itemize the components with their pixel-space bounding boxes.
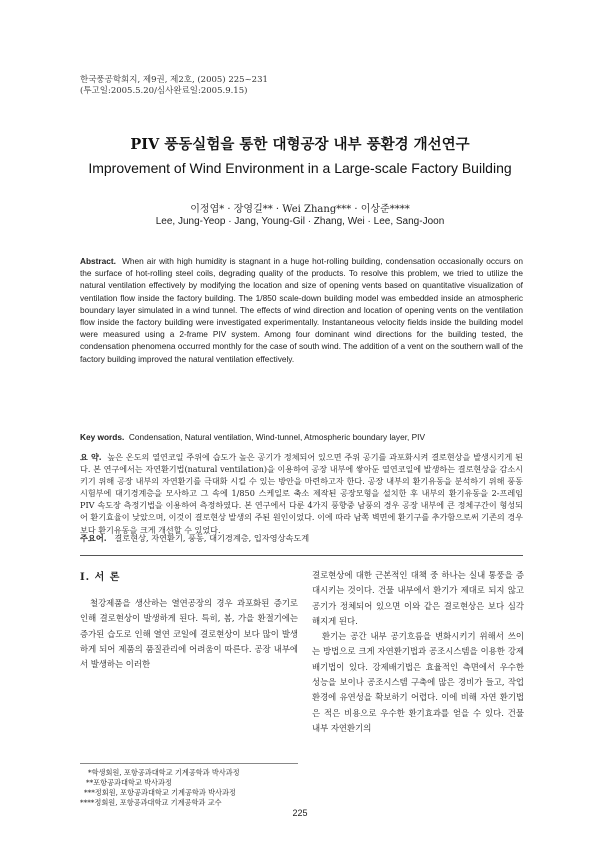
body-column-left: 철강제품을 생산하는 열연공장의 경우 과포화된 증기로 인해 결로현상이 발생하게 된다. 특히, 봄, 가을 환절기에는 증가된 습도로 인해 열연 코일에 결로현상이 보다 많이 발생하게 되어 제품의 품질관리에 어려움이 따른다. 공장 내부에서 발생하는 이러한 bbox=[80, 598, 298, 670]
submission-dates: (투고일:2005.5.20/심사완료일:2005.9.15) bbox=[80, 86, 248, 96]
paragraph: 결로현상에 대한 근본적인 대책 중 하나는 실내 통풍을 증대시키는 것이다. 건물 내부에서 환기가 제대로 되지 않고 공기가 정체되어 있으면 이와 같은 결로현상은 보다 심각해지게 된다. bbox=[312, 570, 524, 626]
section-divider bbox=[80, 555, 523, 556]
paragraph: 환기는 공간 내부 공기흐름을 변화시키기 위해서 쓰이는 방법으로 크게 자연환기법과 공조시스템을 이용한 강제배기법이 있다. 강제배기법은 효율적인 측면에서 우수한 성능을 보이나 공조시스템 구축에 많은 경비가 들고, 작업환경에 유연성을 확보하기 어렵다. 이에 비해 자연 환기법은 적은 비용으로 우수한 환기효과를 얻을 수 있다. 건물 내부 자연환기의 bbox=[312, 631, 524, 733]
keywords-text: Condensation, Natural ventilation, Wind-tunnel, Atmospheric boundary layer, PIV bbox=[128, 432, 425, 442]
journal-volume-line: 한국풍공학회지, 제9권, 제2호, (2005) 225~231 bbox=[80, 75, 268, 85]
footnote: **포항공과대학교 박사과정 bbox=[86, 778, 172, 787]
journal-citation bbox=[80, 75, 268, 97]
footnote: ***정회원, 포항공과대학교 기계공학과 박사과정 bbox=[84, 788, 236, 797]
korean-abstract bbox=[80, 451, 523, 536]
section-heading-introduction: Ⅰ. 서 론 bbox=[80, 572, 121, 583]
keywords-label: Key words. bbox=[80, 432, 125, 442]
abstract bbox=[80, 255, 523, 365]
footnotes bbox=[80, 768, 298, 808]
korean-keywords bbox=[80, 533, 523, 544]
authors-english: Lee, Jung-Yeop · Jang, Young-Gil · Zhang, Wei · Lee, Sang-Joon bbox=[155, 216, 445, 227]
footnote-rule bbox=[80, 763, 298, 764]
title-korean: PIV 풍동실험을 통한 대형공장 내부 풍환경 개선연구 bbox=[130, 136, 470, 153]
keywords bbox=[80, 431, 523, 443]
page-number: 225 bbox=[292, 808, 308, 818]
title-english: Improvement of Wind Environment in a Large-scale Factory Building bbox=[88, 160, 512, 176]
abstract-label: Abstract. bbox=[80, 256, 116, 266]
korean-abstract-label: 요 약. bbox=[80, 452, 102, 462]
korean-abstract-text: 높은 온도의 열연코일 주위에 습도가 높은 공기가 정체되어 있으면 주위 공기를 과포화시켜 결로현상을 발생시키게 된다. 본 연구에서는 자연환기법(natural ventilation)을 이용하여 공장 내부에 쌓아둔 열연코일에 발생하는 결로현상을 감소시키기 위해 공장 내부의 자연환기를 극대화 시킬 수 있는 방안을 마련하고자 한다. 공장 내부의 환기유동을 분석하기 위해 풍동 시험부에 대기경계층을 모사하고 그 속에 1/850 스케일로 축소 제작된 공장모형을 설치한 후 내부의 환기유동을 2-프레임 PIV 속도장 측정기법을 이용하여 측정하였다. 본 연구에서 다룬 4가지 풍향중 남풍의 경우 공장 내부에 큰 정체구간이 형성되어 환기효율이 낮았으며, 이것이 결로현상 발생의 주된 원인이었다. 이에 따라 남쪽 벽면에 환기구를 추가함으로써 기존의 경우보다 환기유동을 크게 개선할 수 있었다. bbox=[80, 452, 523, 535]
abstract-text: When air with high humidity is stagnant in a huge hot-rolling building, condensation occasionally occurs on the surface of hot-rolling steel coils, degrading quality of the products. To resolve this problem, we tried to utilize the natural ventilation effectively by modifying the location and size of opening vents based on quantitative visualization of ventilation flow inside the factory building. The 1/850 scale-down building model was embedded inside an atmospheric boundary layer simulated in a wind tunnel. The effects of wind direction and location of opening vents on the ventilation flow inside the factory building were investigated experimentally. Instantaneous velocity fields inside the building model were measured using a 2-frame PIV system. Among four dominant wind directions for the building tested, the condensation phenomena occurred monthly for the case of south wind. The addition of a vent on the southern wall of the factory building improved the natural ventilation effectively. bbox=[80, 256, 523, 364]
footnote: ****정회원, 포항공과대학교 기계공학과 교수 bbox=[80, 798, 222, 807]
footnote: *학생회원, 포항공과대학교 기계공학과 박사과정 bbox=[88, 768, 240, 777]
korean-keywords-label: 주요어. bbox=[80, 533, 107, 543]
korean-keywords-text: 결로현상, 자연환기, 풍동, 대기경계층, 입자영상속도계 bbox=[114, 533, 310, 543]
body-column-right bbox=[312, 568, 524, 736]
authors-korean: 이정엽* · 장영길** · Wei Zhang*** · 이상준**** bbox=[190, 204, 410, 215]
